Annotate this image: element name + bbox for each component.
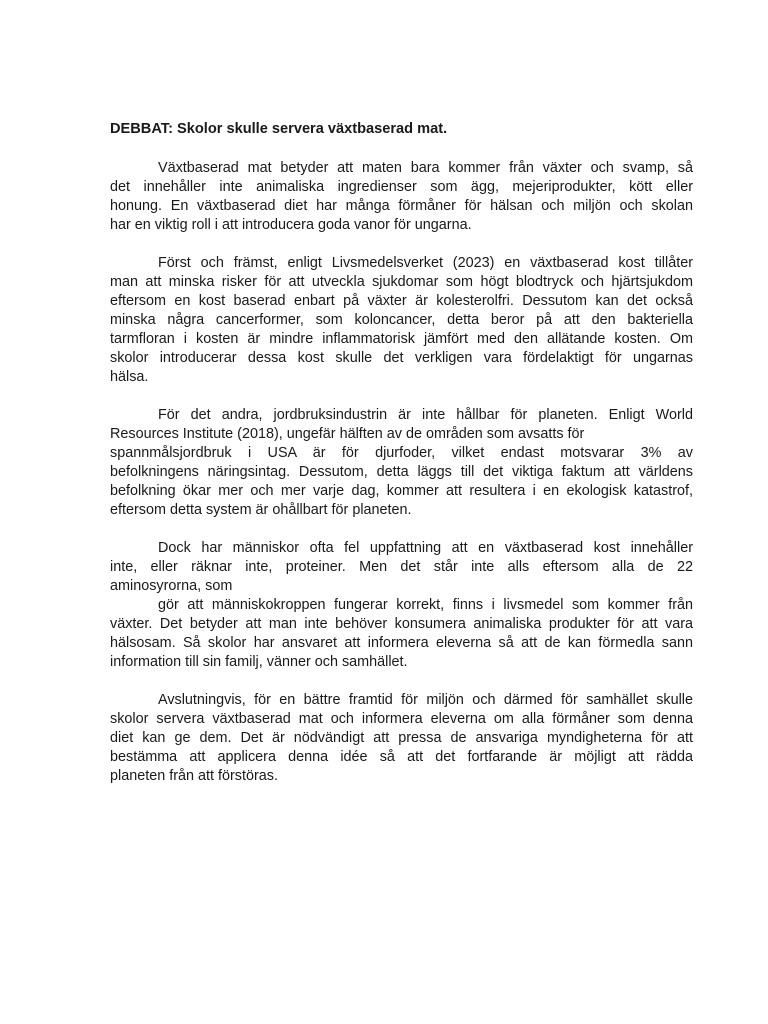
text-line: Avslutningvis, för en bättre framtid för miljön och därmed för samhället skulle (158, 692, 693, 708)
text-line: Växtbaserad mat betyder att maten bara kommer från växter och svamp, så (158, 160, 693, 176)
text-line: gör att människokroppen fungerar korrekt, finns i livsmedel som kommer från (158, 597, 693, 613)
text-line: skolor servera växtbaserad mat och informera eleverna om alla förmåner som denna (110, 711, 693, 727)
paragraph-1 (110, 159, 693, 235)
text-line: har en viktig roll i att introducera goda vanor för ungarna. (110, 217, 472, 233)
text-line: information till sin familj, vänner och samhället. (110, 654, 408, 670)
text-line: För det andra, jordbruksindustrin är inte hållbar för planeten. Enligt World (158, 407, 693, 423)
paragraph-4 (110, 539, 693, 672)
text-line: hälsosam. Så skolor har ansvaret att informera eleverna så att de kan förmedla sann (110, 635, 693, 651)
text-line: minska några cancerformer, som koloncancer, detta beror på att den bakteriella (110, 312, 693, 328)
text-line: hälsa. (110, 369, 149, 385)
paragraph-2 (110, 254, 693, 387)
document-page (110, 120, 693, 805)
text-line: befolkning ökar mer och mer varje dag, kommer att resultera i en ekologisk katastrof, (110, 483, 693, 499)
text-line: aminosyrorna, som (110, 578, 233, 594)
text-line: diet kan ge dem. Det är nödvändigt att pressa de ansvariga myndigheterna för att (110, 730, 693, 746)
text-line: växter. Det betyder att man inte behöver konsumera animaliska produkter för att vara (110, 616, 693, 632)
paragraph-5 (110, 691, 693, 786)
text-line: man att minska risker för att utveckla sjukdomar som högt blodtryck och hjärtsjukdom (110, 274, 693, 290)
text-line: honung. En växtbaserad diet har många förmåner för hälsan och miljön och skolan (110, 198, 693, 214)
paragraph-3 (110, 406, 693, 520)
text-line: Dock har människor ofta fel uppfattning att en växtbaserad kost innehåller (158, 540, 693, 556)
text-line: befolkningens näringsintag. Dessutom, detta läggs till det viktiga faktum att världens (110, 464, 693, 480)
text-line: tarmfloran i kosten är mindre inflammatorisk jämfört med den allätande kosten. Om (110, 331, 693, 347)
text-line: det innehåller inte animaliska ingredienser som ägg, mejeriprodukter, kött eller (110, 179, 693, 195)
text-line: planeten från att förstöras. (110, 768, 278, 784)
text-line: bestämma att applicera denna idée så att det fortfarande är möjligt att rädda (110, 749, 693, 765)
document-title: DEBBAT: Skolor skulle servera växtbaserad mat. (110, 121, 448, 137)
text-line: Resources Institute (2018), ungefär hälften av de områden som avsatts för (110, 426, 585, 442)
text-line: eftersom en kost baserad enbart på växter är kolesterolfri. Dessutom kan det också (110, 293, 693, 309)
text-line: spannmålsjordbruk i USA är för djurfoder, vilket endast motsvarar 3% av (110, 445, 693, 461)
text-line: Först och främst, enligt Livsmedelsverket (2023) en växtbaserad kost tillåter (158, 255, 693, 271)
text-line: eftersom detta system är ohållbart för planeten. (110, 502, 412, 518)
text-line: skolor introducerar dessa kost skulle det verkligen vara fördelaktigt för ungarnas (110, 350, 693, 366)
text-line: inte, eller räknar inte, proteiner. Men det står inte alls eftersom alla de 22 (110, 559, 693, 575)
